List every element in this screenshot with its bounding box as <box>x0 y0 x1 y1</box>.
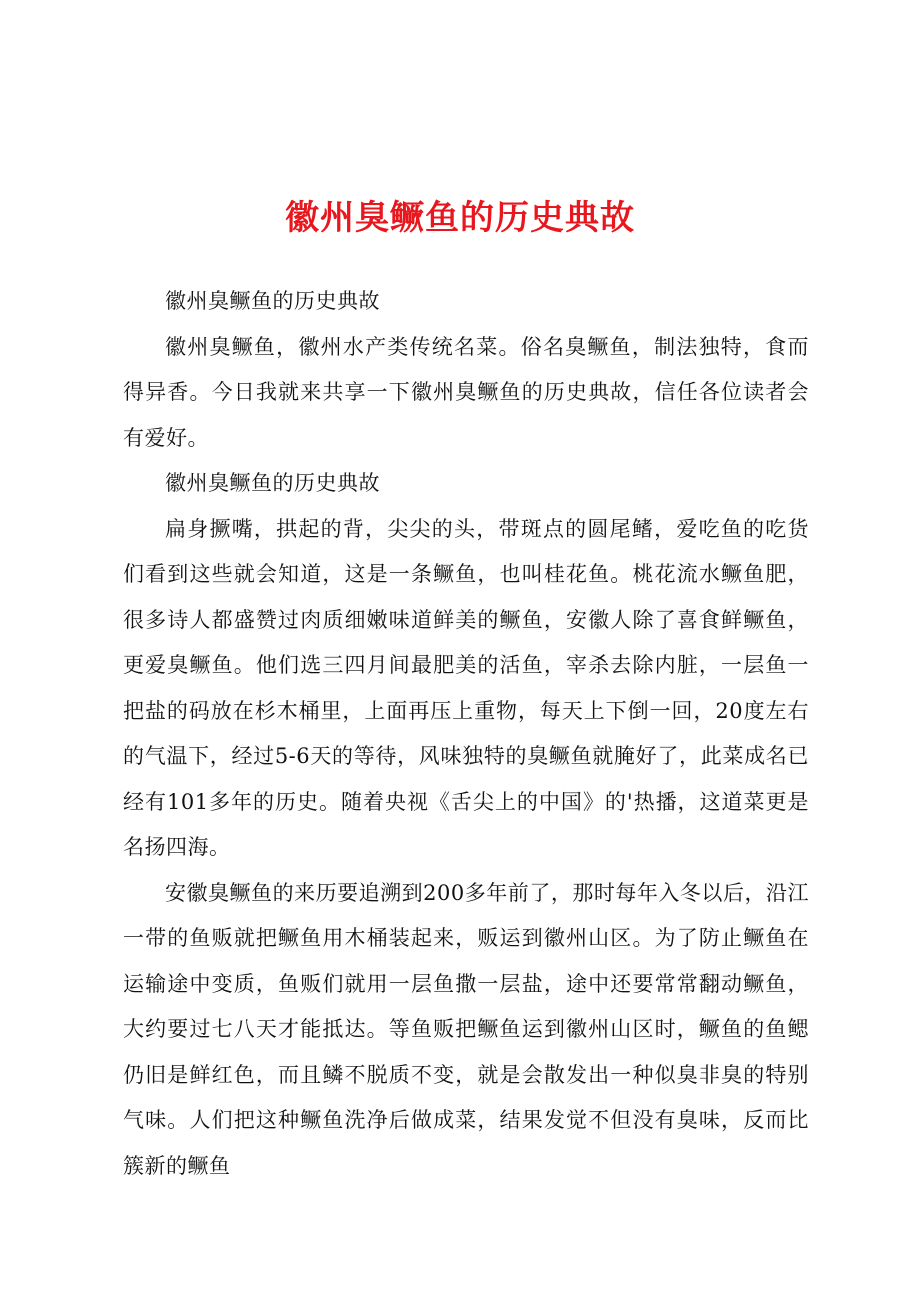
paragraph-subtitle: 徽州臭鳜鱼的历史典故 <box>165 289 380 313</box>
paragraph-description: 扁身撅嘴，拱起的背，尖尖的头，带斑点的圆尾鳍，爱吃鱼的吃货们看到这些就会知道，这是一条鳜鱼，也叫桂花鱼。桃花流水鳜鱼肥，很多诗人都盛赞过肉质细嫩味道鲜美的鳜鱼，安徽人除了喜食鲜鳜鱼，更爱臭鳜鱼。他们选三四月间最肥美的活鱼，宰杀去除内脏，一层鱼一把盐的码放在杉木桶里，上面再压上重物，每天上下倒一回，20度左右的气温下，经过5-6天的等待，风味独特的臭鳜鱼就腌好了，此菜成名已经有101多年的历史。随着央视《舌尖上的中国》的'热播，这道菜更是名扬四海。 <box>123 516 809 859</box>
document-body <box>123 279 809 1189</box>
paragraph-history: 安徽臭鳜鱼的来历要追溯到200多年前了，那时每年入冬以后，沿江一带的鱼贩就把鳜鱼用木桶装起来，贩运到徽州山区。为了防止鳜鱼在运输途中变质，鱼贩们就用一层鱼撒一层盐，途中还要常常翻动鳜鱼，大约要过七八天才能抵达。等鱼贩把鳜鱼运到徽州山区时，鳜鱼的鱼鳃仍旧是鲜红色，而且鳞不脱质不变，就是会散发出一种似臭非臭的特别气味。人们把这种鳜鱼洗净后做成菜，结果发觉不但没有臭味，反而比簇新的鳜鱼 <box>123 880 809 1178</box>
paragraph-intro: 徽州臭鳜鱼，徽州水产类传统名菜。俗名臭鳜鱼，制法独特，食而得异香。今日我就来共享一下徽州臭鳜鱼的历史典故，信任各位读者会有爱好。 <box>123 334 809 450</box>
document-title: 徽州臭鳜鱼的历史典故 <box>285 198 635 238</box>
paragraph-subtitle-repeat: 徽州臭鳜鱼的历史典故 <box>165 471 380 495</box>
